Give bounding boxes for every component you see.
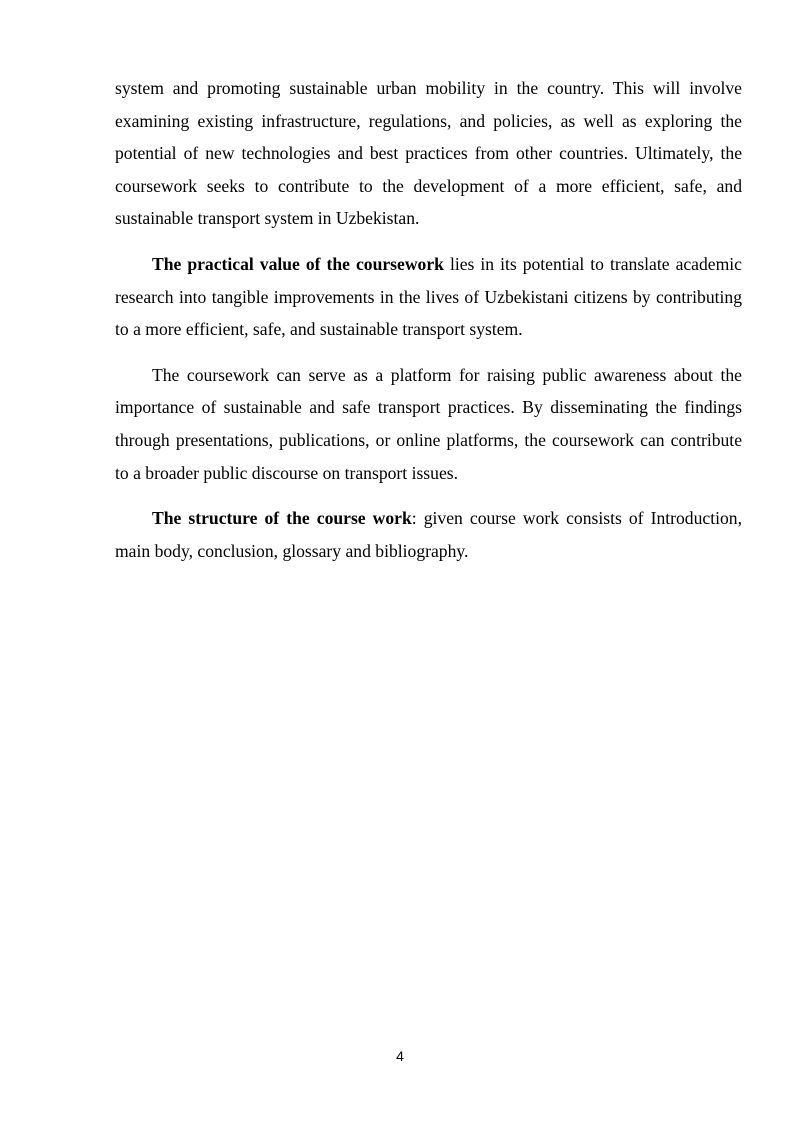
paragraph-bold-lead: The structure of the course work: [152, 508, 412, 529]
page-body: [115, 72, 742, 580]
paragraph-public-awareness: [115, 359, 742, 489]
paragraph-text: : given course work consists of Introduction, main body, conclusion, glossary and bibliography.: [115, 508, 742, 561]
paragraph-practical-value: [115, 248, 742, 346]
paragraph-text: system and promoting sustainable urban mobility in the country. This will involve examining existing infrastructure, regulations, and policies, as well as exploring the potential of new technologies and best practices from other countries. Ultimately, the coursework seeks to contribute to the development of a more efficient, safe, and sustainable transport system in Uzbekistan.: [115, 78, 742, 229]
page-number: 4: [396, 1048, 404, 1064]
paragraph-bold-lead: The practical value of the coursework: [152, 253, 444, 274]
paragraph-continuation: [115, 72, 742, 235]
paragraph-text: The coursework can serve as a platform for raising public awareness about the importance of sustainable and safe transport practices. By disseminating the findings through presentations, publications, or online platforms, the coursework can contribute to a broader public discourse on transport issues.: [115, 364, 742, 483]
paragraph-text: lies in its potential to translate academic research into tangible improvements in the lives of Uzbekistani citizens by contributing to a more efficient, safe, and sustainable transport system.: [115, 253, 742, 340]
paragraph-structure: [115, 502, 742, 567]
